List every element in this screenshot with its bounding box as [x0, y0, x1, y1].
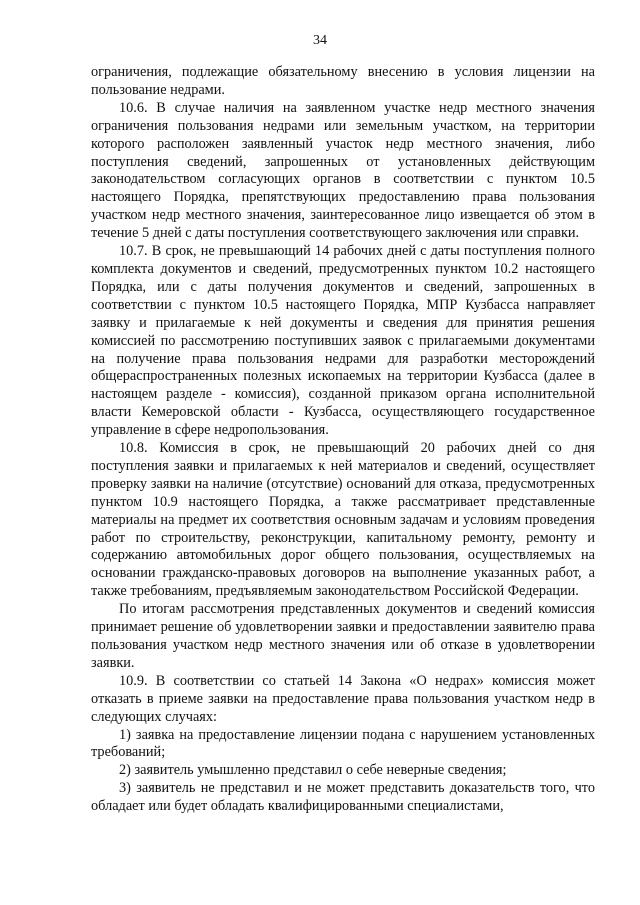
paragraph-continuation: ограничения, подлежащие обязательному внесению в условия лицензии на пользование недрами. — [91, 64, 595, 98]
list-item-3: 3) заявитель не представил и не может представить доказательств того, что обладает или будет обладать квалифицированными специалистами, — [91, 780, 595, 815]
list-item-2: 2) заявитель умышленно представил о себе неверные сведения; — [119, 762, 507, 779]
paragraph-commission-decision: По итогам рассмотрения представленных документов и сведений комиссия принимает решение об удовлетворении заявки и предоставлении заявителю права пользования участком недр местного значения или об отказе в удовлетворении заявки. — [91, 601, 595, 671]
paragraph-10-6: 10.6. В случае наличия на заявленном участке недр местного значения ограничения пользования недрами или земельным участком, на территории которого расположен заявленный участок недр местного значения, либо поступления сведений, запрошенных от установленных действующим законодательством согласующих органов в соответствии с пунктом 10.5 настоящего Порядка, препятствующих предоставлению права пользования участком недр местного значения, заинтересованное лицо извещается об этом в течение 5 дней с даты поступления соответствующего заключения или справки. — [91, 99, 595, 242]
paragraph-10-9: 10.9. В соответствии со статьей 14 Закона «О недрах» комиссия может отказать в приеме заявки на предоставление права пользования участком недр в следующих случаях: — [91, 672, 595, 725]
paragraph-10-8: 10.8. Комиссия в срок, не превышающий 20 рабочих дней со дня поступления заявки и прилагаемых к ней материалов и сведений, осуществляет проверку заявки на наличие (отсутствие) оснований для отказа, предусмотренных пунктом 10.9 настоящего Порядка, а также рассматривает представленные материалы на предмет их соответствия основным задачам и условиям проведения работ по строительству, реконструкции, капитальному ремонту, ремонту и содержанию автомобильных дорог общего пользования, осуществляемых на основании гражданско-правовых договоров на выполнение указанных работ, а также требованиям, предъявляемым законодательством Российской Федерации. — [91, 440, 595, 600]
list-item-1: 1) заявка на предоставление лицензии подана с нарушением установленных требований; — [91, 726, 595, 761]
page-number: 34 — [313, 33, 327, 48]
paragraph-10-7: 10.7. В срок, не превышающий 14 рабочих дней с даты поступления полного комплекта документов и сведений, предусмотренных пунктом 10.2 настоящего Порядка, или с даты получения документов и сведений, запрошенных в соответствии с пунктом 10.5 настоящего Порядка, МПР Кузбасса направляет заявку и прилагаемые к ней документы и сведения для принятия решения комиссией по рассмотрению поступивших заявок с прилагаемыми документами на получение права пользования недрами для разработки месторождений общераспространенных полезных ископаемых на территории Кузбасса (далее в настоящем разделе - комиссия), созданной приказом органа исполнительной власти Кемеровской области - Кузбасса, осуществляющего государственное управление в сфере недропользования. — [91, 243, 595, 439]
document-body — [91, 64, 595, 816]
